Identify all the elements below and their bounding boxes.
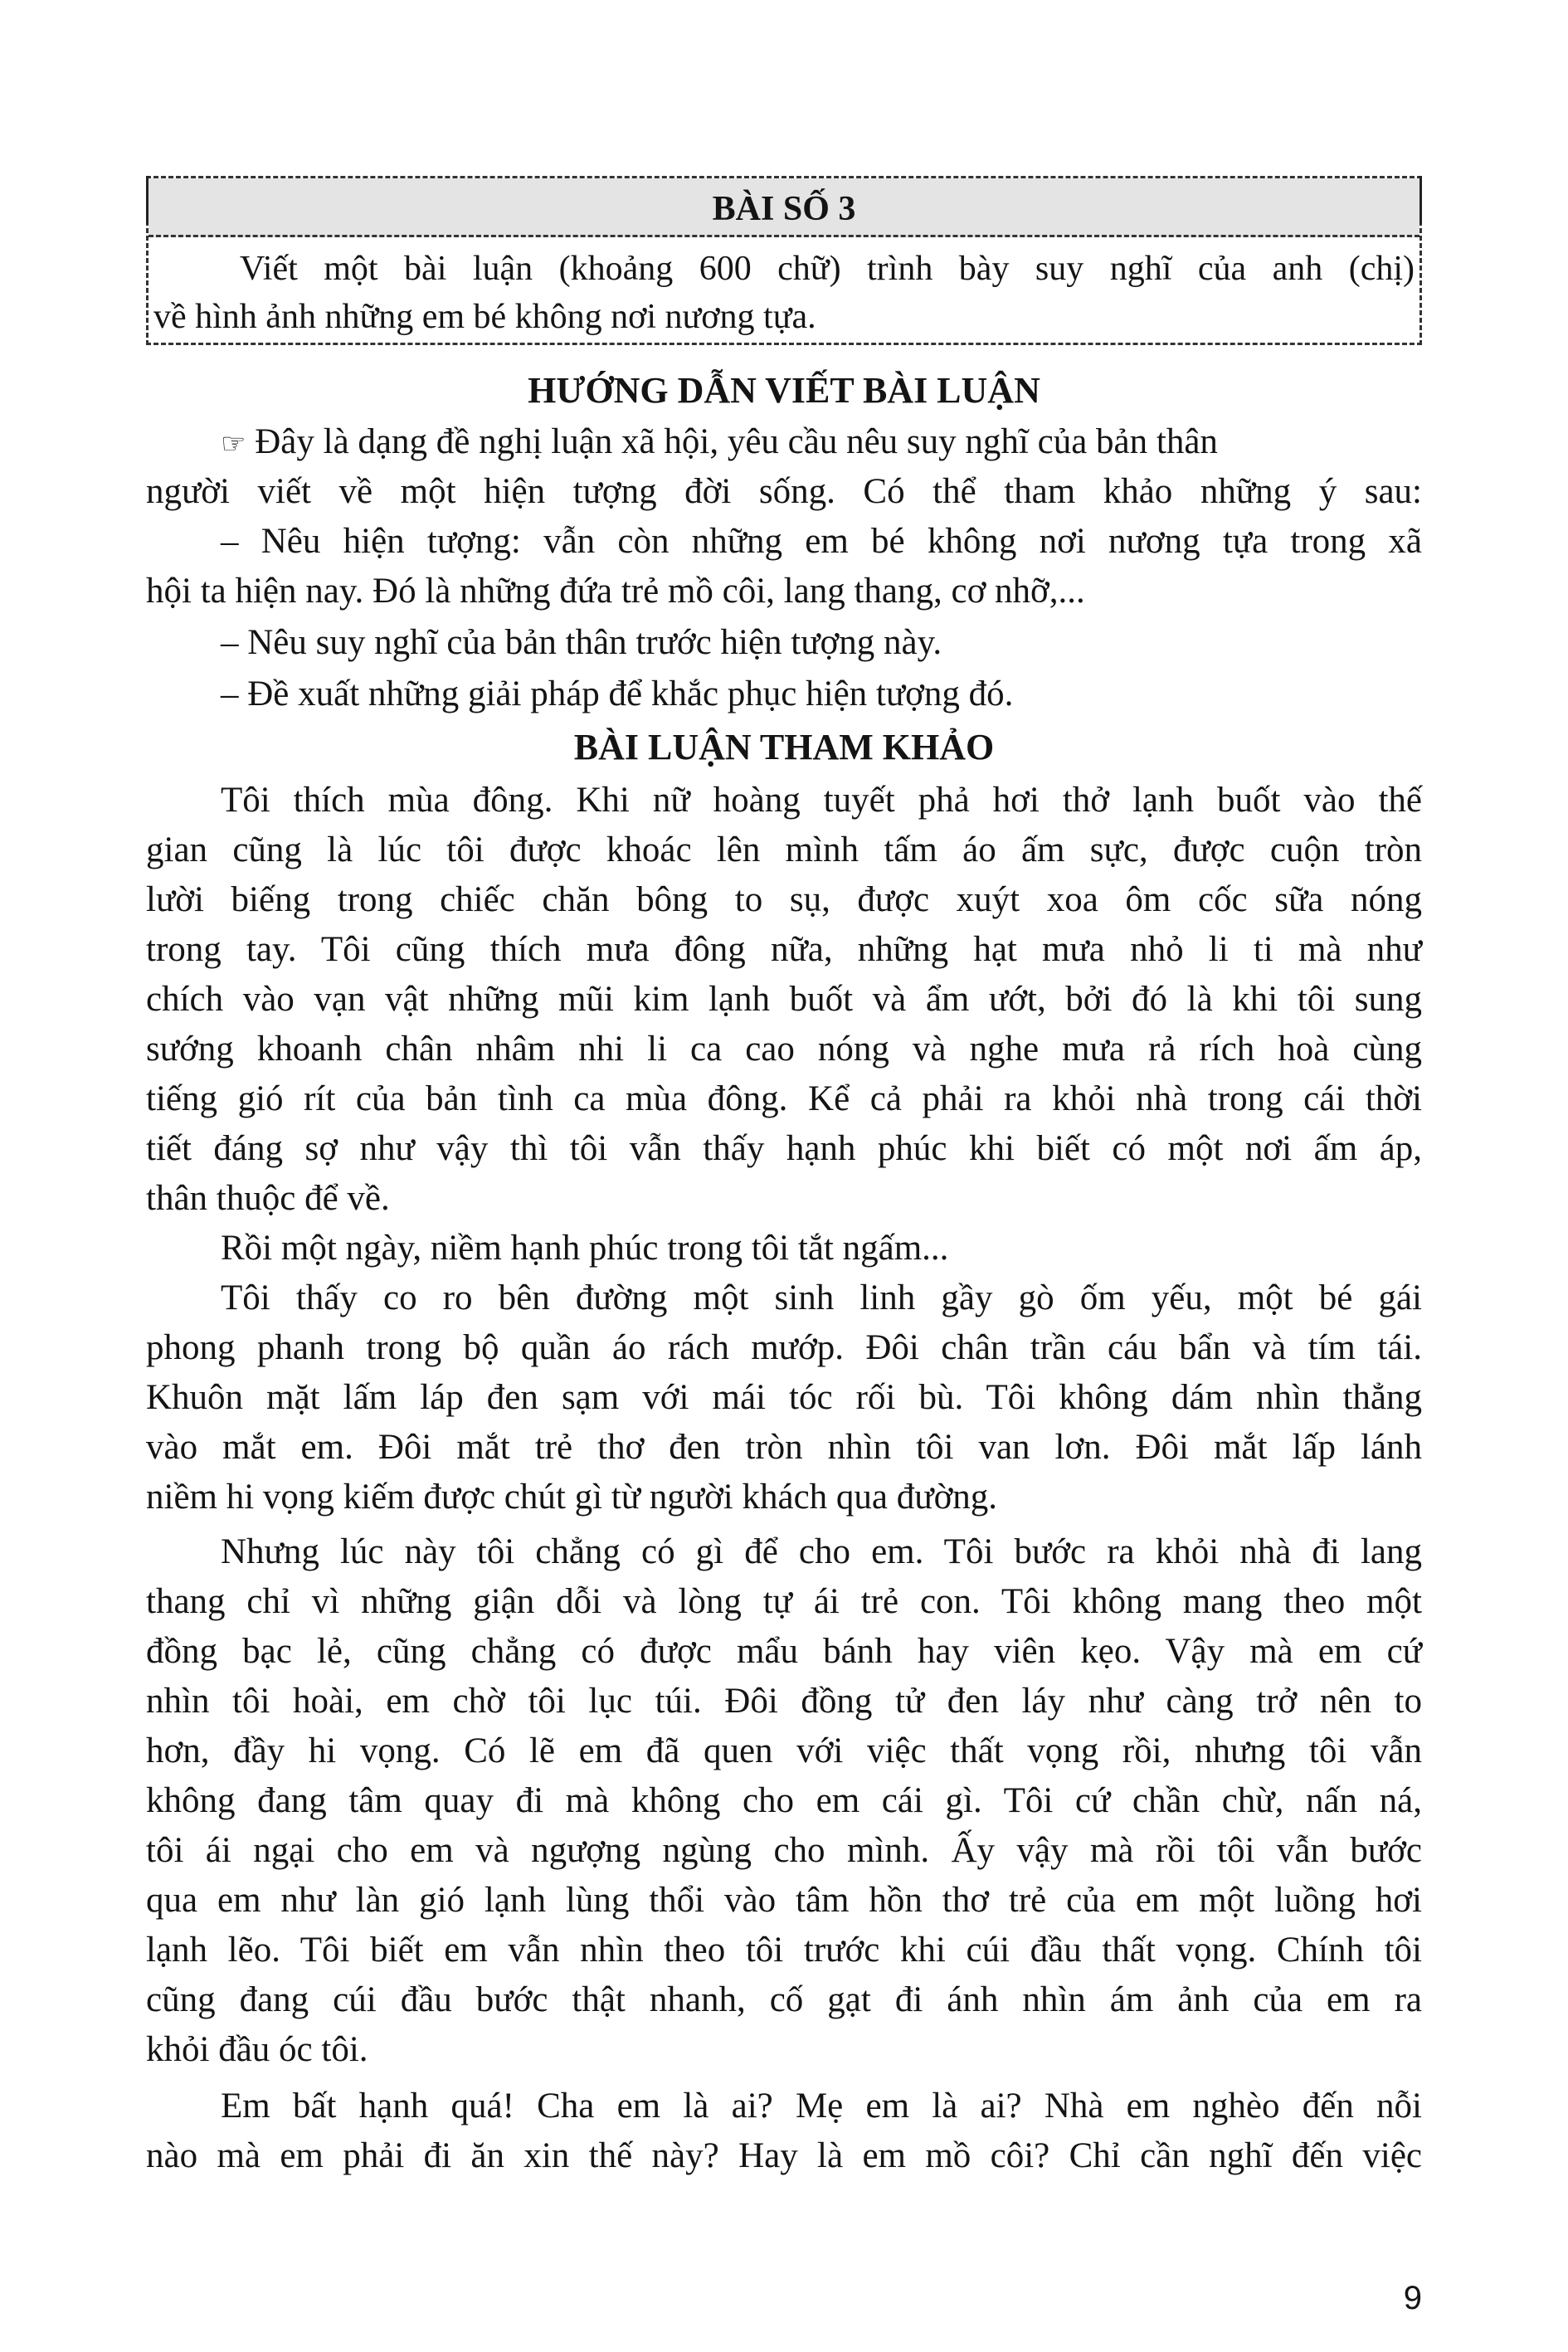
page-number: 9 [1403,2280,1422,2316]
essay-line: thân thuộc để về. [146,1179,390,1218]
assignment-title-band [149,178,1419,237]
guide-line-4: hội ta hiện nay. Đó là những đứa trẻ mồ côi, lang thang, cơ nhỡ,... [146,572,1085,611]
essay-line: thang chỉ vì những giận dỗi và lòng tự ái trẻ con. Tôi không mang theo một [146,1582,1422,1621]
guide-line-3: – Nêu hiện tượng: vẫn còn những em bé không nơi nương tựa trong xã [221,522,1422,561]
essay-line: trong tay. Tôi cũng thích mưa đông nữa, những hạt mưa nhỏ li ti mà như [146,930,1422,969]
essay-line: tiếng gió rít của bản tình ca mùa đông. Kể cả phải ra khỏi nhà trong cái thời [146,1079,1422,1118]
essay-line: không đang tâm quay đi mà không cho em cái gì. Tôi cứ chần chừ, nấn ná, [146,1781,1422,1820]
assignment-line-2: về hình ảnh những em bé không nơi nương tựa. [153,298,816,336]
essay-line: hơn, đầy hi vọng. Có lẽ em đã quen với việc thất vọng rồi, nhưng tôi vẫn [146,1731,1422,1770]
essay-line: gian cũng là lúc tôi được khoác lên mình tấm áo ấm sực, được cuộn tròn [146,830,1422,869]
essay-line: nào mà em phải đi ăn xin thế này? Hay là em mồ côi? Chỉ cần nghĩ đến việc [146,2136,1422,2175]
essay-line: qua em như làn gió lạnh lùng thổi vào tâm hồn thơ trẻ của em một luồng hơi [146,1881,1422,1920]
essay-line: lạnh lẽo. Tôi biết em vẫn nhìn theo tôi trước khi cúi đầu thất vọng. Chính tôi [146,1931,1422,1970]
essay-line: chích vào vạn vật những mũi kim lạnh buốt và ẩm ướt, bởi đó là khi tôi sung [146,980,1422,1019]
essay-line: nhìn tôi hoài, em chờ tôi lục túi. Đôi đồng tử đen láy như càng trở nên to [146,1682,1422,1721]
essay-line: đồng bạc lẻ, cũng chẳng có được mẩu bánh hay viên kẹo. Vậy mà em cứ [146,1632,1422,1671]
essay-line: Nhưng lúc này tôi chẳng có gì để cho em. Tôi bước ra khỏi nhà đi lang [221,1532,1422,1571]
essay-line: Em bất hạnh quá! Cha em là ai? Mẹ em là ai? Nhà em nghèo đến nỗi [221,2087,1422,2126]
essay-line: khỏi đầu óc tôi. [146,2030,368,2069]
essay-heading: BÀI LUẬN THAM KHẢO [573,727,995,767]
essay-line: Rồi một ngày, niềm hạnh phúc trong tôi tắt ngấm... [221,1229,949,1268]
essay-line: lười biếng trong chiếc chăn bông to sụ, được xuýt xoa ôm cốc sữa nóng [146,880,1422,919]
essay-line: Tôi thích mùa đông. Khi nữ hoàng tuyết phả hơi thở lạnh buốt vào thế [221,781,1422,820]
assignment-title: BÀI SỐ 3 [712,190,856,228]
guide-line-2: người viết về một hiện tượng đời sống. Có thể tham khảo những ý sau: [146,472,1422,511]
assignment-box [146,176,1422,345]
guide-line-5: – Nêu suy nghĩ của bản thân trước hiện tượng này. [221,623,942,662]
assignment-prompt [149,245,1419,341]
guide-heading: HƯỚNG DẪN VIẾT BÀI LUẬN [528,370,1040,411]
essay-line: vào mắt em. Đôi mắt trẻ thơ đen tròn nhìn tôi van lơn. Đôi mắt lấp lánh [146,1428,1422,1467]
guide-line-1: ☞ Đây là dạng đề nghị luận xã hội, yêu cầu nêu suy nghĩ của bản thân [221,422,1218,461]
pointing-hand-icon: ☞ [221,427,246,460]
essay-line: tiết đáng sợ như vậy thì tôi vẫn thấy hạnh phúc khi biết có một nơi ấm áp, [146,1129,1422,1168]
essay-line: Tôi thấy co ro bên đường một sinh linh gầy gò ốm yếu, một bé gái [221,1278,1422,1317]
essay-line: Khuôn mặt lấm láp đen sạm với mái tóc rối bù. Tôi không dám nhìn thẳng [146,1378,1422,1417]
essay-line: cũng đang cúi đầu bước thật nhanh, cố gạt đi ánh nhìn ám ảnh của em ra [146,1980,1422,2019]
essay-line: phong phanh trong bộ quần áo rách mướp. Đôi chân trần cáu bẩn và tím tái. [146,1328,1422,1367]
essay-line: tôi ái ngại cho em và ngượng ngùng cho mình. Ấy vậy mà rồi tôi vẫn bước [146,1831,1422,1870]
essay-line: sướng khoanh chân nhâm nhi li ca cao nóng và nghe mưa rả rích hoà cùng [146,1030,1422,1069]
essay-line: niềm hi vọng kiếm được chút gì từ người khách qua đường. [146,1478,998,1517]
guide-line-6: – Đề xuất những giải pháp để khắc phục hiện tượng đó. [221,674,1014,713]
assignment-line-1: Viết một bài luận (khoảng 600 chữ) trình bày suy nghĩ của anh (chị) [240,250,1415,288]
